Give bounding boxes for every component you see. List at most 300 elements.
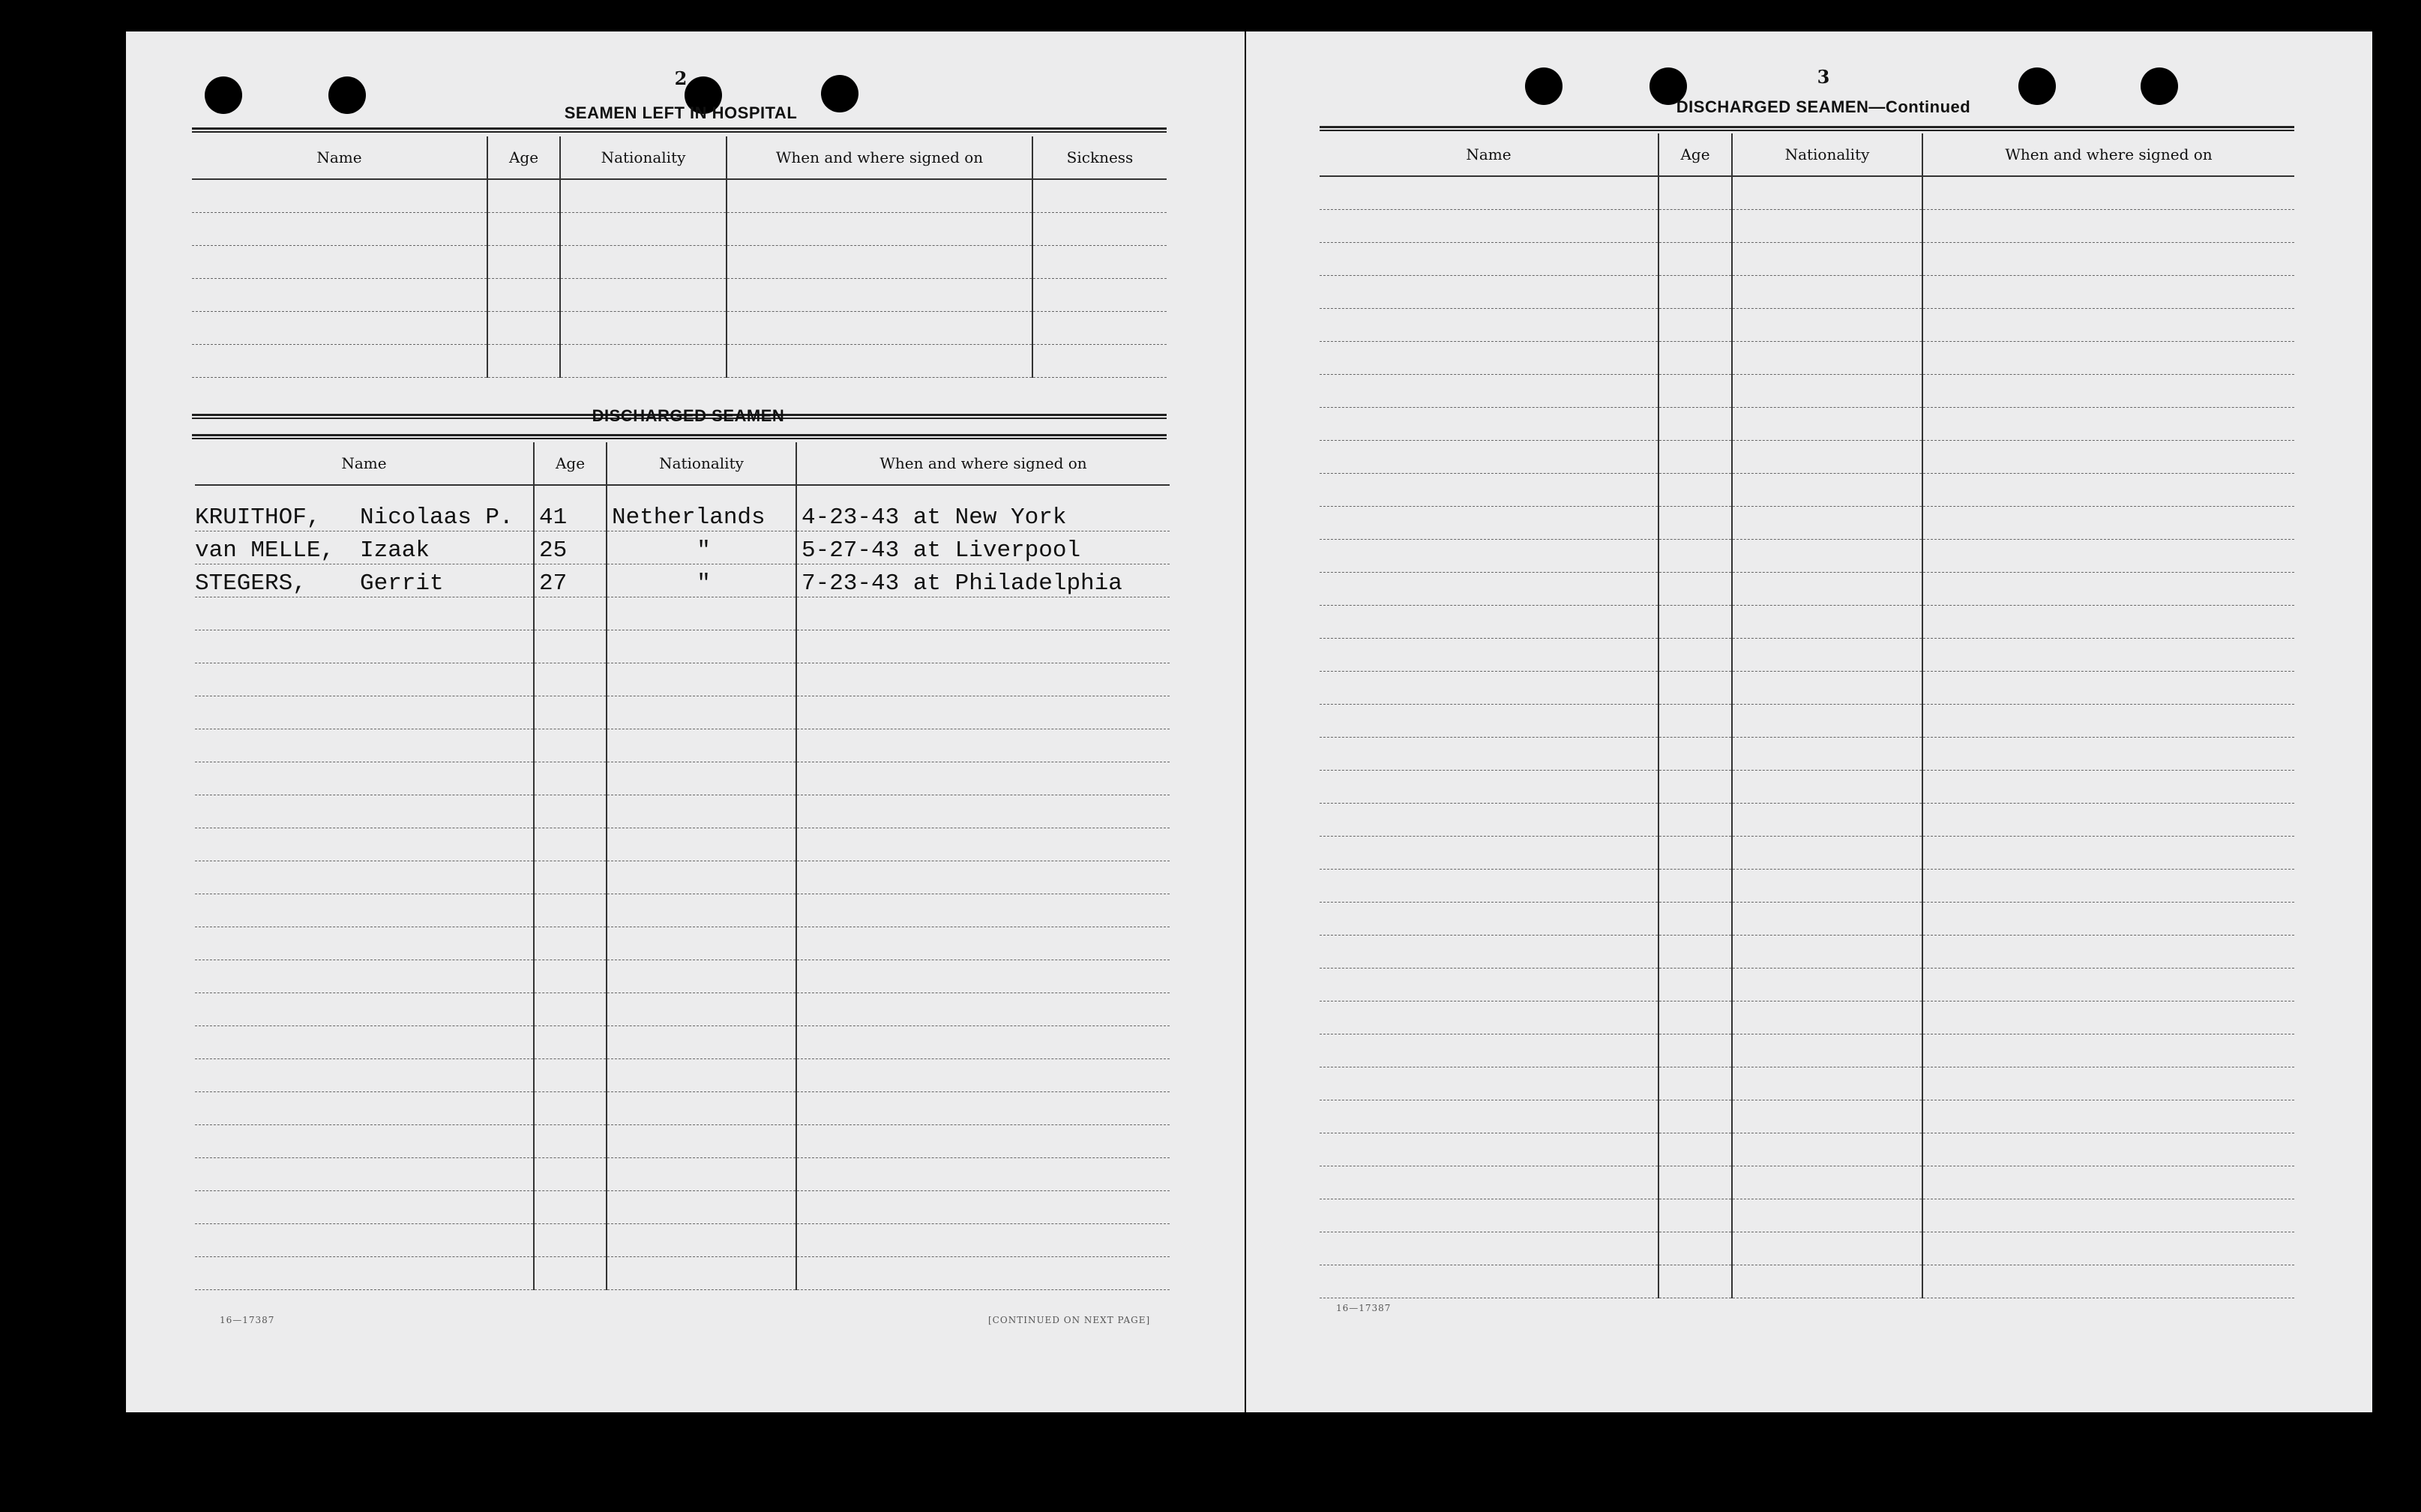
- table-cell: [560, 345, 727, 378]
- column-header-name: Name: [192, 136, 487, 179]
- age-cell: [534, 960, 607, 993]
- name-cell: [195, 1191, 534, 1224]
- nationality-cell: [607, 696, 796, 729]
- nationality-cell: [607, 762, 796, 795]
- table-cell: [1658, 210, 1732, 243]
- table-cell: [1320, 804, 1658, 837]
- name-cell: [195, 1125, 534, 1158]
- table-row: [1320, 771, 2294, 804]
- nationality-cell: [607, 729, 796, 762]
- table-cell: [1732, 276, 1922, 309]
- nationality-cell: [607, 630, 796, 663]
- column-header-signed-on: When and where signed on: [1922, 133, 2294, 176]
- table-cell: [1658, 342, 1732, 375]
- table-cell: [1320, 672, 1658, 705]
- table-cell: [1922, 1133, 2294, 1166]
- table-cell: [1320, 771, 1658, 804]
- table-row: [1320, 705, 2294, 738]
- name-cell: [195, 993, 534, 1026]
- nationality-cell: [607, 861, 796, 894]
- table-row: [195, 1092, 1170, 1125]
- age-cell: [534, 1158, 607, 1191]
- table-cell: [1320, 738, 1658, 771]
- table-row: [1320, 606, 2294, 639]
- table-cell: [1320, 1034, 1658, 1067]
- table-cell: [1658, 540, 1732, 573]
- table-row: [195, 960, 1170, 993]
- age-cell: [534, 1125, 607, 1158]
- table-cell: [1732, 1166, 1922, 1199]
- name-cell: [195, 894, 534, 927]
- nationality-cell: [607, 894, 796, 927]
- table-cell: [1922, 342, 2294, 375]
- age-cell: [534, 795, 607, 828]
- age-cell: [534, 729, 607, 762]
- hospital-section-title: SEAMEN LEFT IN HOSPITAL: [564, 103, 798, 122]
- table-cell: [1320, 309, 1658, 342]
- table-row: [195, 485, 1170, 531]
- table-row: [195, 1257, 1170, 1290]
- table-row: [195, 630, 1170, 663]
- table-cell: [1032, 345, 1167, 378]
- table-cell: [1732, 936, 1922, 969]
- table-row: [1320, 441, 2294, 474]
- table-cell: [192, 213, 487, 246]
- name-cell: [195, 630, 534, 663]
- table-row: [1320, 176, 2294, 210]
- name-cell: [195, 485, 534, 531]
- table-cell: [1658, 1100, 1732, 1133]
- table-cell: [1922, 1199, 2294, 1232]
- table-row: [195, 597, 1170, 630]
- continued-note: [CONTINUED ON NEXT PAGE]: [988, 1315, 1151, 1325]
- table-cell: [487, 345, 560, 378]
- column-header-age: Age: [1658, 133, 1732, 176]
- signed-on-cell: [796, 795, 1170, 828]
- nationality-cell: ": [607, 531, 796, 564]
- table-cell: [1320, 870, 1658, 903]
- table-cell: [1658, 573, 1732, 606]
- name-cell: [195, 1257, 534, 1290]
- signed-on-cell: [796, 696, 1170, 729]
- table-cell: [1732, 672, 1922, 705]
- table-cell: [1732, 342, 1922, 375]
- table-row: [195, 762, 1170, 795]
- table-cell: [1732, 176, 1922, 210]
- table-cell: [1732, 771, 1922, 804]
- table-cell: [1922, 474, 2294, 507]
- table-row: [195, 1158, 1170, 1191]
- table-cell: [727, 279, 1032, 312]
- table-cell: [1922, 1100, 2294, 1133]
- table-row: [1320, 936, 2294, 969]
- table-row: [195, 894, 1170, 927]
- table-cell: [1922, 176, 2294, 210]
- column-header-nationality: Nationality: [607, 442, 796, 485]
- table-cell: [1732, 969, 1922, 1002]
- table-cell: [1922, 441, 2294, 474]
- nationality-cell: [607, 597, 796, 630]
- double-rule: [192, 127, 1167, 133]
- name-cell: [195, 828, 534, 861]
- table-cell: [1922, 870, 2294, 903]
- table-cell: [560, 312, 727, 345]
- table-cell: [1320, 375, 1658, 408]
- table-cell: [1732, 1100, 1922, 1133]
- table-cell: [1732, 1002, 1922, 1034]
- table-cell: [1922, 573, 2294, 606]
- age-cell: [534, 762, 607, 795]
- table-row: [1320, 1232, 2294, 1265]
- age-cell: [534, 1026, 607, 1059]
- table-cell: [1658, 771, 1732, 804]
- table-row: [1320, 903, 2294, 936]
- nationality-cell: [607, 1059, 796, 1092]
- table-cell: [1658, 1199, 1732, 1232]
- name-cell: [195, 762, 534, 795]
- table-cell: [1320, 969, 1658, 1002]
- table-cell: [1922, 1067, 2294, 1100]
- table-cell: [1922, 210, 2294, 243]
- table-cell: [1922, 705, 2294, 738]
- table-cell: [1922, 672, 2294, 705]
- table-cell: [1922, 540, 2294, 573]
- table-cell: [1732, 1133, 1922, 1166]
- signed-on-cell: [796, 1125, 1170, 1158]
- name-cell: [195, 1092, 534, 1125]
- column-header-age: Age: [534, 442, 607, 485]
- table-cell: [1922, 936, 2294, 969]
- name-cell: [195, 1059, 534, 1092]
- signed-on-cell: 4-23-43 at New York: [796, 485, 1170, 531]
- nationality-cell: [607, 1026, 796, 1059]
- table-cell: [1732, 573, 1922, 606]
- age-cell: [534, 663, 607, 696]
- table-row: [195, 993, 1170, 1026]
- table-cell: [1732, 903, 1922, 936]
- age-cell: [534, 696, 607, 729]
- table-cell: [192, 279, 487, 312]
- table-cell: [1658, 474, 1732, 507]
- table-row: [1320, 1166, 2294, 1199]
- table-row: [195, 531, 1170, 564]
- punch-hole: [2018, 67, 2056, 105]
- signed-on-cell: [796, 597, 1170, 630]
- table-cell: [487, 179, 560, 213]
- table-cell: [1320, 1100, 1658, 1133]
- name-cell: [195, 531, 534, 564]
- nationality-cell: Netherlands: [607, 485, 796, 531]
- column-header-name: Name: [195, 442, 534, 485]
- name-cell: [195, 1026, 534, 1059]
- table-row: [1320, 738, 2294, 771]
- hospital-table: [192, 136, 1167, 378]
- nationality-cell: [607, 1224, 796, 1257]
- table-row: [192, 179, 1167, 213]
- table-row: [1320, 210, 2294, 243]
- age-cell: 41: [534, 485, 607, 531]
- table-row: [1320, 375, 2294, 408]
- nationality-cell: [607, 795, 796, 828]
- table-row: [1320, 573, 2294, 606]
- table-cell: [1922, 309, 2294, 342]
- table-row: [1320, 243, 2294, 276]
- table-cell: [1658, 309, 1732, 342]
- table-cell: [1922, 1166, 2294, 1199]
- nationality-cell: [607, 1257, 796, 1290]
- table-cell: [1732, 1199, 1922, 1232]
- table-cell: [1732, 1034, 1922, 1067]
- table-row: [195, 1224, 1170, 1257]
- page-number: 2: [674, 67, 688, 89]
- age-cell: [534, 1059, 607, 1092]
- table-row: [192, 279, 1167, 312]
- given-name: Nicolaas P.: [360, 504, 514, 531]
- table-cell: [1658, 1232, 1732, 1265]
- table-row: [192, 213, 1167, 246]
- table-row: [195, 1059, 1170, 1092]
- name-cell: [195, 663, 534, 696]
- signed-on-cell: [796, 828, 1170, 861]
- table-cell: [487, 312, 560, 345]
- form-number: 16—17387: [1336, 1303, 1392, 1313]
- table-row: [1320, 1067, 2294, 1100]
- age-cell: 25: [534, 531, 607, 564]
- punch-hole: [328, 76, 366, 114]
- table-cell: [1922, 738, 2294, 771]
- table-cell: [1658, 1002, 1732, 1034]
- column-header-name: Name: [1320, 133, 1658, 176]
- table-cell: [1658, 969, 1732, 1002]
- table-cell: [1922, 507, 2294, 540]
- left-page: [126, 31, 1245, 1412]
- table-cell: [192, 312, 487, 345]
- table-cell: [1732, 243, 1922, 276]
- age-cell: [534, 1092, 607, 1125]
- table-cell: [1658, 375, 1732, 408]
- table-cell: [560, 246, 727, 279]
- table-cell: [1922, 276, 2294, 309]
- table-row: [1320, 309, 2294, 342]
- name-cell: [195, 696, 534, 729]
- table-cell: [727, 179, 1032, 213]
- nationality-cell: [607, 960, 796, 993]
- signed-on-cell: [796, 729, 1170, 762]
- table-cell: [1320, 936, 1658, 969]
- table-cell: [1320, 705, 1658, 738]
- table-cell: [1922, 1034, 2294, 1067]
- table-cell: [727, 312, 1032, 345]
- table-cell: [1320, 903, 1658, 936]
- signed-on-cell: [796, 762, 1170, 795]
- table-row: [1320, 837, 2294, 870]
- age-cell: [534, 993, 607, 1026]
- table-cell: [1658, 441, 1732, 474]
- name-cell: [195, 960, 534, 993]
- page-title: DISCHARGED SEAMEN—Continued: [1676, 97, 1971, 116]
- table-cell: [1320, 408, 1658, 441]
- table-cell: [1320, 507, 1658, 540]
- table-cell: [192, 179, 487, 213]
- signed-on-cell: [796, 663, 1170, 696]
- table-cell: [1320, 540, 1658, 573]
- table-cell: [1320, 573, 1658, 606]
- table-cell: [1032, 213, 1167, 246]
- signed-on-cell: [796, 630, 1170, 663]
- table-row: [1320, 408, 2294, 441]
- table-cell: [1658, 639, 1732, 672]
- table-cell: [1658, 176, 1732, 210]
- table-cell: [727, 213, 1032, 246]
- nationality-cell: [607, 993, 796, 1026]
- age-cell: [534, 597, 607, 630]
- table-cell: [1732, 1067, 1922, 1100]
- signed-on-cell: [796, 1158, 1170, 1191]
- table-row: [195, 828, 1170, 861]
- age-cell: [534, 861, 607, 894]
- table-cell: [1732, 375, 1922, 408]
- table-cell: [1922, 408, 2294, 441]
- table-cell: [1732, 309, 1922, 342]
- table-cell: [1658, 507, 1732, 540]
- table-row: [1320, 342, 2294, 375]
- table-cell: [1922, 771, 2294, 804]
- table-cell: [560, 279, 727, 312]
- name-cell: [195, 729, 534, 762]
- table-cell: [1658, 804, 1732, 837]
- table-cell: [1658, 903, 1732, 936]
- table-cell: [192, 345, 487, 378]
- table-cell: [1922, 1265, 2294, 1298]
- table-cell: [1922, 375, 2294, 408]
- given-name: Izaak: [360, 537, 430, 564]
- table-cell: [1320, 1002, 1658, 1034]
- table-row: [192, 345, 1167, 378]
- double-rule: [192, 434, 1167, 439]
- punch-hole: [1525, 67, 1563, 105]
- name-cell: [195, 564, 534, 597]
- table-cell: [560, 179, 727, 213]
- table-cell: [1320, 1199, 1658, 1232]
- table-cell: [1658, 936, 1732, 969]
- signed-on-cell: [796, 1257, 1170, 1290]
- table-row: [1320, 1002, 2294, 1034]
- table-cell: [1922, 1002, 2294, 1034]
- table-cell: [487, 279, 560, 312]
- table-row: [195, 564, 1170, 597]
- table-cell: [1658, 870, 1732, 903]
- table-cell: [1922, 1232, 2294, 1265]
- table-cell: [1658, 1265, 1732, 1298]
- table-cell: [1320, 176, 1658, 210]
- punch-hole: [2141, 67, 2178, 105]
- table-cell: [1320, 1067, 1658, 1100]
- table-cell: [1320, 243, 1658, 276]
- table-row: [195, 696, 1170, 729]
- nationality-cell: [607, 927, 796, 960]
- table-cell: [1922, 903, 2294, 936]
- signed-on-cell: [796, 894, 1170, 927]
- table-row: [1320, 639, 2294, 672]
- age-cell: [534, 828, 607, 861]
- table-row: [1320, 804, 2294, 837]
- table-cell: [1032, 312, 1167, 345]
- table-row: [195, 795, 1170, 828]
- table-row: [1320, 540, 2294, 573]
- table-cell: [1732, 606, 1922, 639]
- table-cell: [1732, 540, 1922, 573]
- table-row: [195, 729, 1170, 762]
- signed-on-cell: [796, 861, 1170, 894]
- table-cell: [1732, 1265, 1922, 1298]
- name-cell: [195, 1158, 534, 1191]
- table-cell: [1922, 606, 2294, 639]
- surname: KRUITHOF,: [195, 504, 321, 531]
- surname: STEGERS,: [195, 570, 307, 597]
- table-cell: [1732, 870, 1922, 903]
- punch-hole: [205, 76, 242, 114]
- nationality-cell: [607, 1092, 796, 1125]
- table-cell: [1732, 210, 1922, 243]
- table-cell: [1732, 441, 1922, 474]
- table-cell: [1320, 474, 1658, 507]
- table-cell: [1658, 1067, 1732, 1100]
- table-cell: [1658, 1133, 1732, 1166]
- name-cell: [195, 927, 534, 960]
- nationality-cell: [607, 1191, 796, 1224]
- age-cell: [534, 630, 607, 663]
- table-cell: [1658, 705, 1732, 738]
- table-cell: [487, 213, 560, 246]
- table-row: [195, 861, 1170, 894]
- column-header-sickness: Sickness: [1032, 136, 1167, 179]
- age-cell: [534, 1257, 607, 1290]
- surname: van MELLE,: [195, 537, 335, 564]
- table-cell: [1922, 243, 2294, 276]
- nationality-cell: ": [607, 564, 796, 597]
- signed-on-cell: [796, 1026, 1170, 1059]
- signed-on-cell: 7-23-43 at Philadelphia: [796, 564, 1170, 597]
- table-cell: [1658, 243, 1732, 276]
- table-cell: [1658, 408, 1732, 441]
- table-cell: [1732, 507, 1922, 540]
- table-cell: [1320, 1133, 1658, 1166]
- table-cell: [1320, 837, 1658, 870]
- table-row: [195, 1125, 1170, 1158]
- name-cell: [195, 861, 534, 894]
- table-cell: [1732, 1232, 1922, 1265]
- table-cell: [1732, 804, 1922, 837]
- table-row: [195, 1191, 1170, 1224]
- name-cell: [195, 795, 534, 828]
- table-cell: [1320, 1265, 1658, 1298]
- nationality-cell: [607, 663, 796, 696]
- column-header-signed-on: When and where signed on: [727, 136, 1032, 179]
- table-row: [1320, 507, 2294, 540]
- table-cell: [1658, 606, 1732, 639]
- table-cell: [1732, 408, 1922, 441]
- column-header-age: Age: [487, 136, 560, 179]
- table-row: [1320, 1034, 2294, 1067]
- table-row: [1320, 969, 2294, 1002]
- signed-on-cell: [796, 960, 1170, 993]
- table-cell: [1922, 804, 2294, 837]
- signed-on-cell: [796, 1059, 1170, 1092]
- table-row: [1320, 672, 2294, 705]
- table-cell: [727, 246, 1032, 279]
- table-row: [192, 312, 1167, 345]
- nationality-cell: [607, 1125, 796, 1158]
